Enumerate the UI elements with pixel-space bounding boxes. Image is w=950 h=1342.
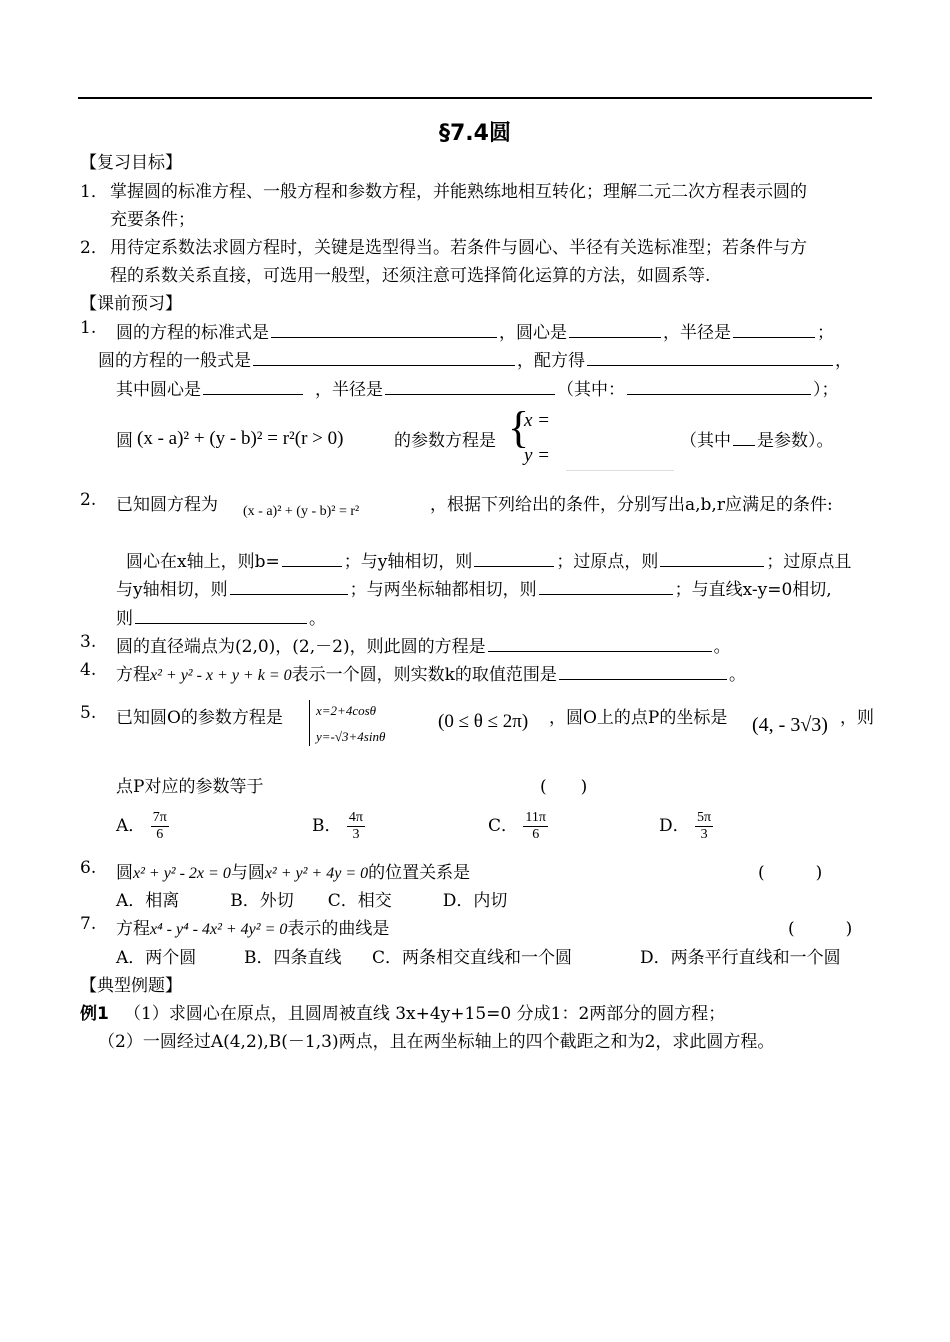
q6-text: 圆x² + y² - 2x = 0与圆x² + y² + 4y = 0的位置关系是 xyxy=(116,863,471,883)
q1-standard-equation: (x - a)² + (y - b)² = r²(r > 0) xyxy=(137,428,344,449)
q2-origin-y-tangent-blank[interactable] xyxy=(230,578,348,595)
goal-1-line-2: 充要条件； xyxy=(110,210,195,230)
q1-general-form-blank[interactable] xyxy=(253,349,515,366)
q1-param-y: y = xyxy=(524,445,551,466)
q6-equation-2: x² + y² + 4y = 0 xyxy=(264,865,369,882)
q7-answer-paren[interactable]: ( ) xyxy=(788,919,853,939)
q5-option-b-value: $\frac{4\pi}{3}$ xyxy=(348,810,363,842)
q6-equation-1: x² + y² - 2x = 0 xyxy=(133,865,231,882)
q5-option-d-value: $\frac{5\pi}{3}$ xyxy=(697,810,712,842)
q1-param-y-line xyxy=(566,470,674,471)
q5-answer-paren[interactable]: ( ) xyxy=(540,777,588,797)
q5-then: ，则 xyxy=(840,708,874,728)
section-preview: 【课前预习】 xyxy=(80,294,182,314)
q4-answer-blank[interactable] xyxy=(559,663,727,680)
q5-param-x: x=2+4cosθ xyxy=(316,703,377,718)
q4-equation: x² + y² - x + y + k = 0 xyxy=(150,667,292,684)
q2-line-tangent-blank[interactable] xyxy=(135,607,307,624)
q1-param-var-blank[interactable] xyxy=(733,429,755,446)
example-1-part-2: （2）一圆经过A(4,2),B(－1,3)两点，且在两坐标轴上的四个截距之和为2，求此圆方程。 xyxy=(98,1032,775,1052)
q1-param-note: （其中 是参数）。 xyxy=(680,431,834,451)
q5-option-a[interactable]: A． $\frac{7\pi}{6}$ xyxy=(116,810,167,842)
q2-both-axes-blank[interactable] xyxy=(539,578,673,595)
q2-intro: 已知圆方程为 xyxy=(116,495,218,515)
q2-x-axis-blank[interactable] xyxy=(282,550,342,567)
section-examples: 【典型例题】 xyxy=(80,976,182,996)
q5-point-text: ，圆O上的点P的坐标是 xyxy=(549,708,728,728)
q1-number: 1. xyxy=(80,318,97,338)
q7-option-c[interactable]: C．两条相交直线和一个圆 xyxy=(372,948,573,968)
q2-equation: (x - a)² + (y - b)² = r² xyxy=(243,504,360,519)
q5-range: (0 ≤ θ ≤ 2π) xyxy=(438,711,529,732)
q1-param-brace: { xyxy=(508,403,530,452)
q1-param-x: x = xyxy=(524,410,551,431)
q1-circle-word: 圆 xyxy=(116,431,133,451)
q1-param-text: 的参数方程是 xyxy=(394,431,496,451)
q7-equation: x⁴ - y⁴ - 4x² + 4y² = 0 xyxy=(150,921,288,938)
q5-param-y: y=-√3+4sinθ xyxy=(316,729,386,744)
q2-number: 2. xyxy=(80,490,97,510)
q7-option-b[interactable]: B．四条直线 xyxy=(244,948,342,968)
q3-text: 圆的直径端点为(2,0)，(2,－2)，则此圆的方程是 。 xyxy=(116,637,731,657)
q2-instruction: ，根据下列给出的条件，分别写出a,b,r应满足的条件: xyxy=(430,495,833,515)
q1-center-blank[interactable] xyxy=(569,321,661,338)
q5-param-brace xyxy=(309,700,310,746)
q2-line-1: 圆心在x轴上，则b= ；与y轴相切，则 ；过原点，则 ；过原点且 xyxy=(126,552,852,572)
goal-2-line-2: 程的系数关系直接，可选用一般型，还须注意可选择简化运算的方法，如圆系等. xyxy=(110,266,711,286)
q2-y-tangent-blank[interactable] xyxy=(474,550,554,567)
goal-2-line-1: 用待定系数法求圆方程时，关键是选型得当。若条件与圆心、半径有关选标准型；若条件与方 xyxy=(110,238,807,258)
goal-1-line-1: 掌握圆的标准方程、一般方程和参数方程，并能熟练地相互转化；理解二元二次方程表示圆的 xyxy=(110,182,807,202)
q5-option-b[interactable]: B． $\frac{4\pi}{3}$ xyxy=(312,810,363,842)
q1-standard-form-blank[interactable] xyxy=(271,321,497,338)
q1-general-center-blank[interactable] xyxy=(203,378,303,395)
q7-text: 方程x⁴ - y⁴ - 4x² + 4y² = 0表示的曲线是 xyxy=(116,919,390,939)
q5-question: 点P对应的参数等于 xyxy=(116,777,264,797)
q6-options[interactable]: A．相离 B．外切 C．相交 D．内切 xyxy=(116,891,508,911)
q1-line-3: 其中圆心是 ，半径是 （其中： ）； xyxy=(116,380,839,400)
q1-line-2: 圆的方程的一般式是 ，配方得 ， xyxy=(98,351,852,371)
q2-origin-blank[interactable] xyxy=(660,550,764,567)
goal-1-number: 1． xyxy=(80,182,108,202)
section-review-goals: 【复习目标】 xyxy=(80,153,182,173)
q1-completed-square-blank[interactable] xyxy=(587,349,833,366)
q5-number: 5. xyxy=(80,703,97,723)
goal-2-number: 2． xyxy=(80,238,108,258)
example-1-part-1: （1）求圆心在原点，且圆周被直线 3x+4y+15=0 分成1：2两部分的圆方程； xyxy=(124,1004,726,1024)
q6-number: 6. xyxy=(80,858,97,878)
q1-condition-blank[interactable] xyxy=(627,378,811,395)
q7-option-a[interactable]: A．两个圆 xyxy=(116,948,197,968)
q5-intro: 已知圆O的参数方程是 xyxy=(116,708,283,728)
q4-number: 4. xyxy=(80,660,97,680)
q6-answer-paren[interactable]: ( ) xyxy=(758,863,823,883)
q7-number: 7. xyxy=(80,914,97,934)
header-rule xyxy=(78,97,872,99)
q1-line-1: 圆的方程的标准式是 ，圆心是 ，半径是 ； xyxy=(116,323,834,343)
q5-point: (4, - 3√3) xyxy=(752,714,828,736)
q1-general-radius-blank[interactable] xyxy=(385,378,555,395)
q3-number: 3. xyxy=(80,632,97,652)
q7-option-d[interactable]: D．两条平行直线和一个圆 xyxy=(640,948,841,968)
example-1-label: 例1 xyxy=(80,1004,109,1024)
q2-line-2: 与y轴相切，则 ；与两坐标轴都相切，则 ；与直线x-y=0相切, xyxy=(116,580,832,600)
q5-option-a-value: $\frac{7\pi}{6}$ xyxy=(152,810,167,842)
q5-option-c-value: $\frac{11\pi}{6}$ xyxy=(525,810,546,842)
q2-line-3: 则 。 xyxy=(116,609,326,629)
q3-answer-blank[interactable] xyxy=(488,635,712,652)
q5-option-d[interactable]: D． $\frac{5\pi}{3}$ xyxy=(659,810,712,842)
page-title: §7.4圆 xyxy=(439,121,511,146)
q1-radius-blank[interactable] xyxy=(733,321,815,338)
q5-option-c[interactable]: C． $\frac{11\pi}{6}$ xyxy=(488,810,546,842)
q4-text: 方程x² + y² - x + y + k = 0表示一个圆，则实数k的取值范围是 。 xyxy=(116,665,746,685)
